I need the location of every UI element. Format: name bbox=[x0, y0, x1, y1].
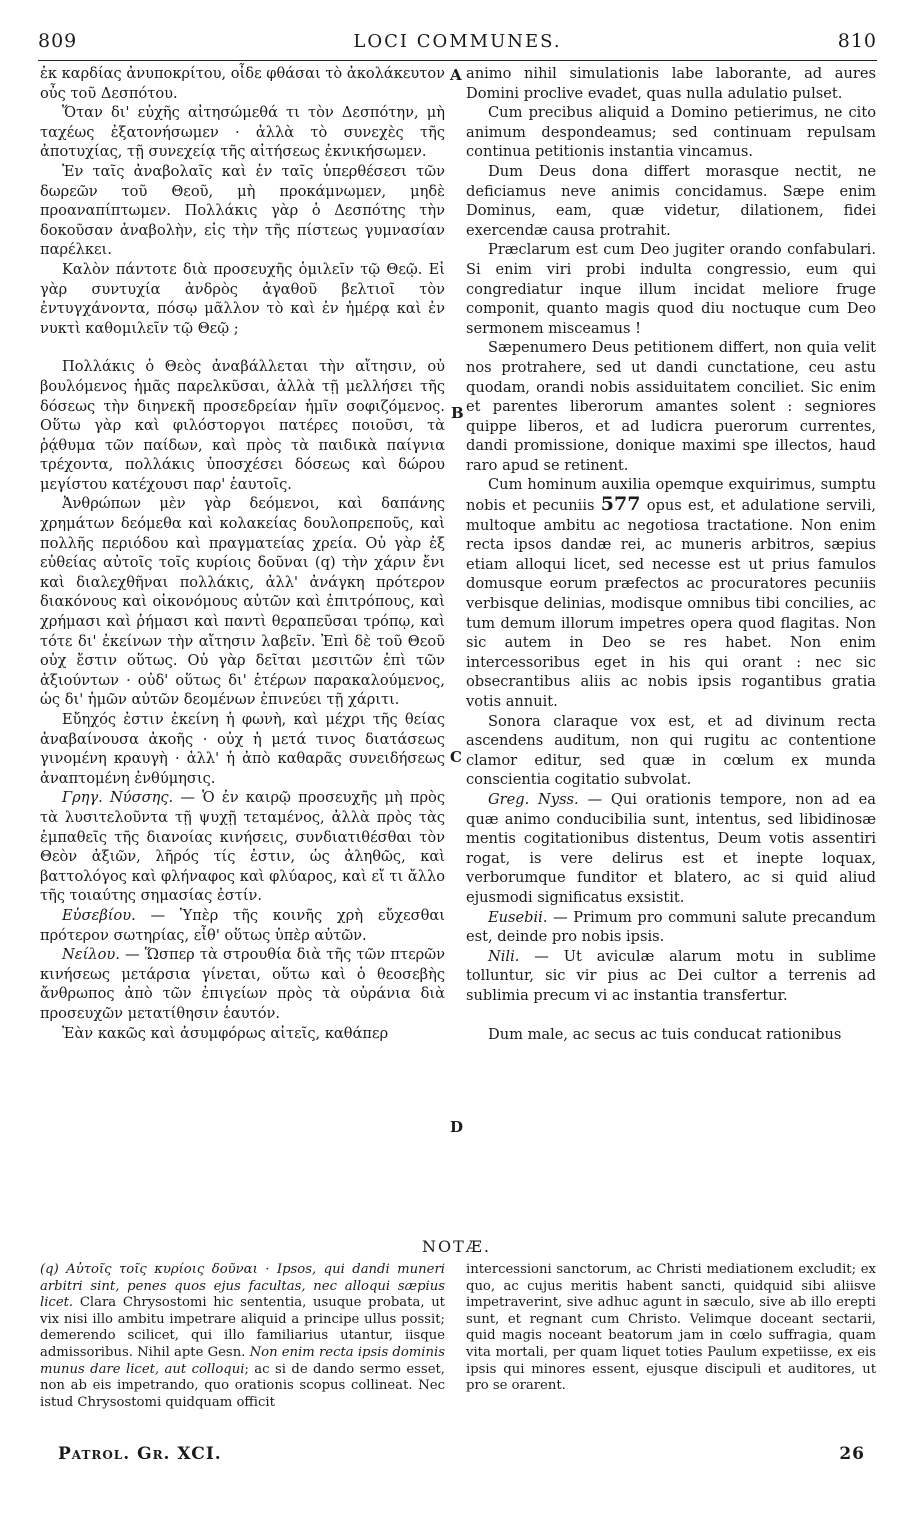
source-name: Εὐσεβίου. — bbox=[62, 906, 166, 924]
header-rule bbox=[38, 60, 877, 61]
latin-paragraph bbox=[466, 790, 876, 908]
latin-text: Cum hominum auxilia opemque exquirimus, sumptu nobis et pecuniis bbox=[466, 476, 876, 515]
note-italic: Ipsos, qui dandi muneri arbitri sint, penes quos ejus facultas, nec alloqui sæpius licet. bbox=[40, 1262, 445, 1311]
margin-letter-a: A bbox=[450, 66, 462, 84]
latin-text: Ut aviculæ alarum motu in sublime tolluntur, sic vir pius ac Dei cultor a terrenis ad sublimia precum vi ac instantia transfertur. bbox=[466, 947, 876, 1004]
note-text: ; ac si de dando sermo esset, non ab eis impetrando, quo orationis scopus collineat. Nec istud Chrysostomi quidquam officit bbox=[40, 1361, 445, 1410]
greek-column bbox=[40, 64, 445, 1043]
greek-paragraph: Ὅταν δι' εὐχῆς αἰτησώμεθά τι τὸν Δεσπότην, μὴ ταχέως ἐξατονήσωμεν · ἀλλὰ τὸ συνεχὲς τῆς ἀποτυχίας, τῇ συνεχείᾳ τῆς αἰτήσεως ἐκνικήσωμεν. bbox=[40, 104, 445, 161]
latin-paragraph bbox=[466, 947, 876, 1006]
source-name: Γρηγ. Νύσσης. — bbox=[62, 789, 195, 807]
greek-paragraph: ἐκ καρδίας ἀνυποκρίτου, οἶδε φθάσαι τὸ ἀκολάκευτον οὖς τοῦ Δεσπότου. bbox=[40, 65, 445, 102]
signature-number: 26 bbox=[839, 1444, 865, 1464]
greek-paragraph bbox=[40, 788, 445, 906]
note-italic: Non enim recta ipsis dominis munus dare licet, aut colloqui bbox=[40, 1344, 446, 1377]
volume-signature: Patrol. Gr. XCI. bbox=[58, 1444, 222, 1464]
latin-paragraph: Sonora claraque vox est, et ad divinum recta ascendens auditum, non qui rugitu ac contentione clamor editur, sed quæ in cœlum ex munda conscientia cogitatio subvolat. bbox=[466, 712, 876, 789]
latin-column bbox=[466, 64, 876, 1044]
greek-text: Ὥσπερ τὰ στρουθία διὰ τῆς τῶν πτερῶν κινήσεως μετάρσια γίνεται, οὕτω καὶ ὁ θεοσεβὴς ἄνθρωπος ἀπὸ τῶν ἐπιγείων πρὸς τὰ οὐράνια διὰ προσευχῶν μετατίθησιν ἑαυτόν. bbox=[40, 946, 446, 1022]
note-lead: (q) Αὐτοῖς τοῖς κυρίοις δοῦναι · bbox=[40, 1262, 270, 1277]
source-name: Νείλου. — bbox=[62, 946, 140, 964]
latin-paragraph: Sæpenumero Deus petitionem differt, non quia velit nos protrahere, sed ut dandi cunctatione, ceu astu quodam, orandi nobis assiduitatem conciliet. Sic enim et parentes liberorum amantes solent : segniores quippe liberos, et ad ludicra puerorum currentes, dandi promissione, donique maximi spe illectos, haud raro apud se retinent. bbox=[466, 339, 876, 474]
greek-paragraph: Ἐὰν κακῶς καὶ ἀσυμφόρως αἰτεῖς, καθάπερ bbox=[62, 1024, 389, 1042]
margin-letter-d: D bbox=[450, 1118, 464, 1136]
latin-paragraph bbox=[466, 908, 876, 947]
greek-paragraph: Ἀνθρώπων μὲν γὰρ δεόμενοι, καὶ δαπάνης χρημάτων δεόμεθα καὶ κολακείας δουλοπρεποῦς, καὶ πολλῆς περιόδου καὶ πραγματείας χρεία. Οὐ γὰρ ἐξ εὐθείας αὐτοῖς τοῖς κυρίοις δοῦναι (q) τὴν χάριν ἔνι καὶ διαλεχθῆναι πολλάκις, ἀλλ' ἀνάγκη πρότερον διακόνους καὶ οἰκονόμους αὐτῶν καὶ ἐπιτρόπους, καὶ χρήμασι καὶ ῥήμασι καὶ παντὶ θεραπεῦσαι τρόπῳ, καὶ τότε δι' ἐκείνων τὴν αἴτησιν λαβεῖν. Ἐπὶ δὲ τοῦ Θεοῦ οὐχ ἔστιν οὕτως. Οὐ γὰρ δεῖται μεσιτῶν ἐπὶ τῶν ἀξιούντων · οὐδ' οὕτως δι' ἑτέρων παρακαλούμενος, ὡς δι' ἡμῶν αὐτῶν δεομένων ἐπινεύει τῇ χάριτι. bbox=[40, 495, 445, 709]
greek-paragraph: Εὔηχός ἐστιν ἐκείνη ἡ φωνὴ, καὶ μέχρι τῆς θείας ἀναβαίνουσα ἀκοῆς · οὐχ ἡ μετά τινος διατάσεως γινομένη κραυγὴ · ἀλλ' ἡ ἀπὸ καθαρᾶς συνειδήσεως ἀναπτομένη ἐνθύμησις. bbox=[40, 711, 445, 787]
page-number-right: 810 bbox=[837, 30, 877, 52]
latin-text: opus est, et adulatione servili, multoque ambitu ac negotiosa tractatione. Non enim recta ipsos dandæ rei, ac muneris arbitros, sæpius etiam alloqui licet, sed necesse est ut prius famulos domusque eorum præfectos ac procuratores pecuniis verbisque delinias, modisque omnibus tibi concilies, ac tum demum illorum impetres opera quod flagitas. Non sic autem in Deo se res habet. Non enim intercessoribus eget in his qui orant : nec sic obsecrantibus aliis ac nobis ipsis rogantibus gratia votis annuit. bbox=[466, 497, 877, 710]
latin-paragraph: Dum male, ac secus ac tuis conducat rationibus bbox=[488, 1025, 842, 1043]
source-name: Nili. — bbox=[488, 947, 549, 965]
latin-text: Qui orationis tempore, non ad ea quæ animo conducibilia sunt, intentus, sed libidinosæ mentis cogitationibus distentus, Deum votis assentiri rogat, is vere delirus est et inepte loquax, verborumque funditor et blatero, ac si quid aliud ejusmodi significatus exsistit. bbox=[466, 790, 876, 906]
page-header bbox=[38, 30, 877, 60]
greek-paragraph bbox=[40, 906, 445, 945]
latin-paragraph: animo nihil simulationis labe laborante, ad aures Domini proclive evadet, quas nulla adulatio pulset. bbox=[466, 65, 876, 102]
greek-paragraph: Πολλάκις ὁ Θεὸς ἀναβάλλεται τὴν αἴτησιν, οὐ βουλόμενος ἡμᾶς παρελκῦσαι, ἀλλὰ τῇ μελλήσει τῆς δόσεως τὴν διηνεκῆ προσεδρείαν ἡμῖν σοφιζόμενος. Οὕτω γὰρ καὶ φιλόστοργοι πατέρες ποιοῦσι, τὰ ῥᾴθυμα τῶν παίδων, καὶ πρὸς τὰ παιδικὰ παίγνια τρέχοντα, πολλάκις ὑποσχέσει δόσεως καὶ δώρου μεγίστου κατέχουσι παρ' ἑαυτοῖς. bbox=[40, 358, 445, 493]
notes-left-column bbox=[40, 1262, 445, 1411]
margin-letter-b: B bbox=[451, 404, 464, 422]
notes-title: NOTÆ. bbox=[422, 1237, 491, 1256]
latin-paragraph bbox=[466, 475, 876, 711]
greek-paragraph: Ἐν ταῖς ἀναβολαῖς καὶ ἐν ταῖς ὑπερθέσεσι τῶν δωρεῶν τοῦ Θεοῦ, μὴ προκάμνωμεν, μηδὲ προαναπίπτωμεν. Πολλάκις γὰρ ὁ Δεσπότης τὴν δοκοῦσαν ἀναβολὴν, εἰς τὴν τῆς πίστεως γυμνασίαν παρέλκει. bbox=[40, 162, 445, 259]
latin-paragraph: Cum precibus aliquid a Domino petierimus, ne cito animum despondeamus; sed continuam repulsam continua petitionis instantia vincamus. bbox=[466, 104, 876, 161]
note-text: Clara Chrysostomi hic sententia, usuque probata, ut vix nisi illo ambitu impetrare aliquid a principe ullus possit; demerendo scilicet, qui illo familiarius utantur, iisque admissoribus. Nihil apte Gesn. bbox=[40, 1295, 445, 1360]
latin-paragraph: Dum Deus dona differt morasque nectit, ne deficiamus neve animis concidamus. Sæpe enim Dominus, eam, quæ videtur, dilationem, fidei exercendæ causa protrahit. bbox=[466, 162, 876, 239]
notes-right-column: intercessioni sanctorum, ac Christi mediationem excludit; ex quo, ac cujus meritis habent sancti, quidquid sibi aliisve impetraverint, sive adhuc agunt in sæculo, sive ab illo erepti sunt, et regnant cum Christo. Velimque doceant sectarii, quid magis noceant beatorum jam in cœlo suffragia, quam vita mortali, per quam liquet toties Paulum expetiisse, ex eis ipsis qui minores essent, ejusque discipuli et auditores, ut pro se orarent. bbox=[466, 1262, 876, 1394]
greek-text: Ὁ ἐν καιρῷ προσευχῆς μὴ πρὸς τὰ λυσιτελοῦντα τῇ ψυχῇ τεταμένος, ἀλλὰ πρὸς τὰς ἐμπαθεῖς τῆς διανοίας κινήσεις, συνδιατιθέσθαι τὸν Θεὸν ἀξιῶν, λῆρός τίς ἐστιν, ὡς ἀληθῶς, καὶ βαττολόγος καὶ φλήναφος καὶ φλύαρος, καὶ εἴ τι ἄλλο τῆς τοιαύτης σημασίας ἐστίν. bbox=[40, 789, 445, 905]
page-number-left: 809 bbox=[38, 30, 78, 52]
greek-text: Ὑπὲρ τῆς κοινῆς χρὴ εὔχεσθαι πρότερον σωτηρίας, εἶθ' οὕτως ὑπὲρ αὐτῶν. bbox=[40, 906, 445, 944]
column-number: 577 bbox=[600, 493, 641, 516]
margin-letter-c: C bbox=[450, 748, 462, 766]
source-name: Eusebii. — bbox=[488, 908, 568, 926]
source-name: Greg. Nyss. — bbox=[488, 790, 603, 808]
greek-paragraph bbox=[40, 945, 445, 1023]
running-title: LOCI COMMUNES. bbox=[353, 31, 562, 52]
greek-paragraph: Καλὸν πάντοτε διὰ προσευχῆς ὁμιλεῖν τῷ Θεῷ. Εἰ γὰρ συντυχία ἀνδρὸς ἀγαθοῦ βελτιοῖ τὸν ἐντυγχάνοντα, πόσῳ μᾶλλον τὸ καὶ ἐν ἡμέρᾳ καὶ ἐν νυκτὶ καθομιλεῖν τῷ Θεῷ ; bbox=[40, 260, 445, 337]
latin-paragraph: Præclarum est cum Deo jugiter orando confabulari. Si enim viri probi indulta congressio, eum qui congrediatur inque illum incidat meliore fruge componit, quanto magis quod diu noctuque cum Deo sermonem misceamus ! bbox=[466, 241, 876, 337]
page-footer bbox=[58, 1444, 865, 1464]
latin-text: Primum pro communi salute precandum est, deinde pro nobis ipsis. bbox=[466, 908, 876, 946]
